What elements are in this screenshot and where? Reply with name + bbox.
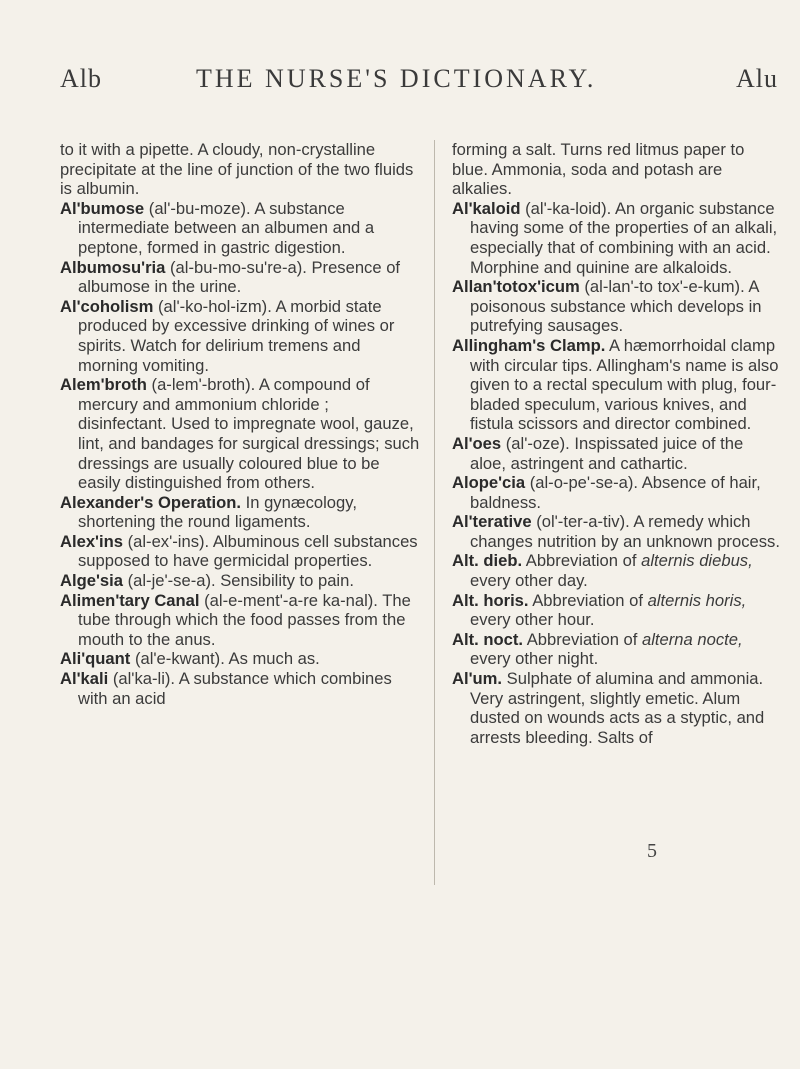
- header-right-guide-word: Alu: [736, 64, 778, 93]
- dictionary-entry: [60, 669, 420, 708]
- entry-headword: Allan'totox'icum: [452, 277, 580, 297]
- entry-headword: Al'kaloid: [452, 198, 521, 218]
- entry-definition: (ol'-ter-a-tiv). A remedy which changes nutrition by an unknown process.: [470, 512, 780, 551]
- entry-definition: (al'-ko-hol-izm). A morbid state produced by excessive drinking of wines or spirits. Watch for delirium tremens and morning vomiting.: [78, 296, 395, 375]
- latin-phrase: alternis horis,: [647, 590, 747, 610]
- entry-definition: (a-lem'-broth). A compound of mercury and ammonium chloride ; disinfectant. Used to impregnate wool, gauze, lint, and bandages for surgical dressings; such dressings are usually coloured blue to be easily distinguished from others.: [78, 375, 420, 493]
- entry-definition: (al'-ka-loid). An organic substance having some of the properties of an alkali, especially that of combining with an acid. Morphine and quinine are alkaloids.: [470, 198, 778, 277]
- dictionary-entry: [452, 473, 782, 512]
- entry-definition: (al-ex'-ins). Albuminous cell substances supposed to have germicidal properties.: [78, 531, 418, 571]
- entry-headword: Albumosu'ria: [60, 257, 166, 277]
- entry-definition: (al-je'-se-a). Sensibility to pain.: [127, 571, 354, 591]
- right-column: [452, 140, 782, 747]
- entry-definition: forming a salt. Turns red litmus paper to blue. Ammonia, soda and potash are alkalies.: [452, 140, 745, 199]
- entry-headword: Al'coholism: [60, 296, 154, 316]
- entry-definition: to it with a pipette. A cloudy, non-crystalline precipitate at the line of junction of the two fluids is albumin.: [60, 140, 414, 199]
- dictionary-entry: [60, 199, 420, 258]
- dictionary-entry: [60, 493, 420, 532]
- dictionary-entry: [452, 630, 782, 669]
- entry-definition: Abbreviation of: [526, 629, 638, 649]
- dictionary-entry: [60, 571, 420, 591]
- latin-gloss: every other day.: [470, 571, 588, 591]
- dictionary-entry: [60, 649, 420, 669]
- left-column: [60, 140, 420, 708]
- entry-headword: Alope'cia: [452, 473, 526, 493]
- entry-headword: Alimen'tary Canal: [60, 590, 200, 610]
- latin-phrase: alternis diebus,: [641, 551, 753, 571]
- entry-definition: (al'-oze). Inspissated juice of the aloe, astringent and cathartic.: [470, 433, 744, 473]
- entry-definition: A hæmorrhoidal clamp with circular tips. Allingham's name is also given to a rectal speculum with plug, four-bladed speculum, various knives, and fistula scissors and director combined.: [470, 335, 779, 434]
- entry-definition: Abbreviation of: [525, 551, 637, 571]
- dictionary-entry: [452, 669, 782, 747]
- entry-headword: Alt. horis.: [452, 590, 529, 610]
- dictionary-entry: [452, 336, 782, 434]
- header-left-guide-word: Alb: [60, 64, 102, 93]
- dictionary-entry: [60, 375, 420, 493]
- dictionary-entry: [452, 277, 782, 336]
- page-number: 5: [647, 840, 657, 862]
- entry-definition: (al-lan'-to tox'-e-kum). A poisonous substance which develops in putrefying sausages.: [470, 277, 762, 336]
- dictionary-entry: [452, 434, 782, 473]
- entry-definition: (al'-bu-moze). A substance intermediate between an albumen and a peptone, formed in gastric digestion.: [78, 198, 375, 257]
- dictionary-entry: [452, 140, 782, 199]
- dictionary-entry: [60, 532, 420, 571]
- entry-headword: Alexander's Operation.: [60, 492, 241, 512]
- dictionary-entry: [452, 551, 782, 590]
- dictionary-entry: [60, 140, 420, 199]
- entry-headword: Al'terative: [452, 512, 532, 532]
- entry-headword: Al'oes: [452, 433, 502, 453]
- entry-headword: Allingham's Clamp.: [452, 335, 606, 355]
- dictionary-entry: [452, 199, 782, 277]
- entry-headword: Alt. noct.: [452, 629, 523, 649]
- entry-headword: Al'kali: [60, 669, 109, 689]
- dictionary-entry: [60, 258, 420, 297]
- entry-headword: Alge'sia: [60, 571, 123, 591]
- running-header: [0, 64, 800, 104]
- entry-headword: Al'bumose: [60, 198, 145, 218]
- dictionary-entry: [60, 297, 420, 375]
- entry-definition: Sulphate of alumina and ammonia. Very astringent, slightly emetic. Alum dusted on wounds acts as a styptic, and arrests bleeding. Salts of: [470, 669, 765, 747]
- dictionary-entry: [452, 591, 782, 630]
- dictionary-entry: [60, 591, 420, 650]
- header-title: THE NURSE'S DICTIONARY.: [196, 64, 597, 93]
- entry-definition: In gynæcology, shortening the round ligaments.: [78, 492, 357, 532]
- entry-headword: Al'um.: [452, 669, 503, 689]
- dictionary-entry: [452, 512, 782, 551]
- entry-definition: (al-bu-mo-su're-a). Presence of albumose in the urine.: [78, 257, 401, 297]
- entry-headword: Alem'broth: [60, 375, 147, 395]
- entry-headword: Alt. dieb.: [452, 551, 523, 571]
- entry-definition: (al-e-ment'-a-re ka-nal). The tube through which the food passes from the mouth to the anus.: [78, 590, 411, 649]
- entry-definition: (al'ka-li). A substance which combines with an acid: [78, 669, 392, 708]
- entry-headword: Ali'quant: [60, 649, 131, 669]
- latin-gloss: every other hour.: [470, 610, 595, 630]
- latin-phrase: alterna nocte,: [642, 629, 743, 649]
- entry-definition: (al'e-kwant). As much as.: [134, 649, 320, 669]
- entry-definition: (al-o-pe'-se-a). Absence of hair, baldness.: [470, 473, 761, 512]
- entry-definition: Abbreviation of: [532, 590, 643, 610]
- latin-gloss: every other night.: [470, 649, 599, 669]
- entry-headword: Alex'ins: [60, 531, 123, 551]
- column-divider: [434, 140, 435, 885]
